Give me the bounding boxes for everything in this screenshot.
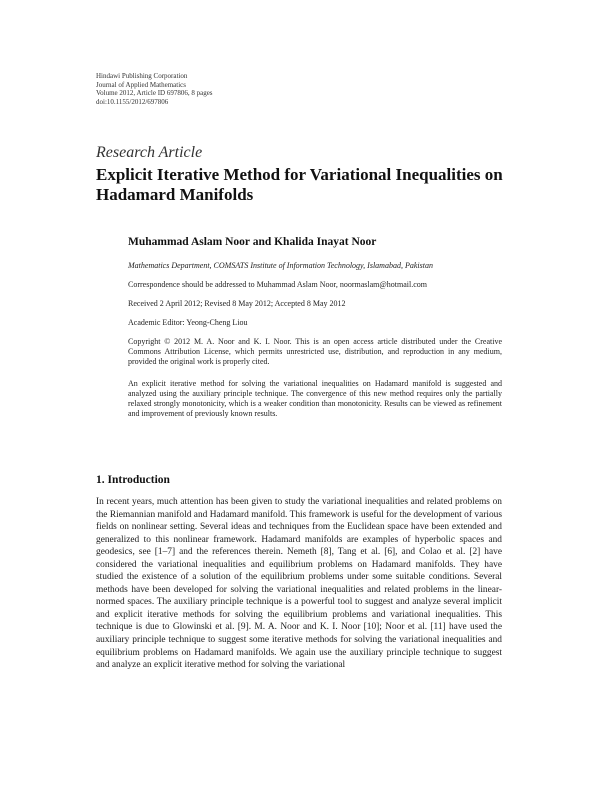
publisher-line: Hindawi Publishing Corporation (96, 72, 188, 80)
affiliation: Mathematics Department, COMSATS Institute of Information Technology, Islamabad, Pakistan (128, 261, 433, 270)
copyright-notice: Copyright © 2012 M. A. Noor and K. I. Noor. This is an open access article distributed under the Creative Commons Attribution License, which permits unrestricted use, distribution, and reproduction in any medium, provided the original work is properly cited. (128, 337, 502, 366)
dates: Received 2 April 2012; Revised 8 May 2012; Accepted 8 May 2012 (128, 299, 346, 308)
journal-line: Journal of Applied Mathematics (96, 80, 187, 89)
academic-editor: Academic Editor: Yeong-Cheng Liou (128, 318, 248, 327)
section-heading: 1. Introduction (96, 474, 170, 486)
section-body: In recent years, much attention has been given to study the variational inequalities and related problems on the Riemannian manifold and Hadamard manifold. This framework is useful for the development of various fields on nonlinear setting. Several ideas and techniques from the Euclidean space have been extended and generalized to this nonlinear framework. Hadamard manifolds are examples of hyperbolic spaces and geodesics, see [1–7] and the references therein. Nemeth [8], Tang et al. [6], and Colao et al. [2] have considered the variational inequalities and equilibrium problems on Hadamard manifolds. They have studied the existence of a solution of the equilibrium problems under some suitable conditions. Several methods have been developed for solving the variational inequalities and related problems in the linear-normed spaces. The auxiliary principle technique is a powerful tool to suggest and analyze several implicit and explicit iterative methods for solving the equilibrium problems and variational inequalities. This technique is due to Glowinski et al. [9]. M. A. Noor and K. I. Noor [10]; Noor et al. [11] have used the auxiliary principle technique to suggest some iterative methods for solving the variational inequalities and equilibrium problems on Hadamard manifolds. We again use the auxiliary principle technique to suggest and analyze an explicit iterative method for solving the variational (96, 497, 502, 671)
volume-line: Volume 2012, Article ID 697806, 8 pages (96, 89, 213, 97)
article-type: Research Article (96, 144, 203, 161)
abstract: An explicit iterative method for solving the variational inequalities on Hadamard manifold is suggested and analyzed using the auxiliary principle technique. The convergence of this new method requires only the partially relaxed strongly monotonicity, which is a weaker condition than monotonicity. Results can be viewed as refinement and improvement of previously known results. (128, 379, 502, 418)
doi-line: doi:10.1155/2012/697806 (96, 97, 169, 106)
journal-header (96, 72, 213, 106)
authors: Muhammad Aslam Noor and Khalida Inayat Noor (128, 236, 377, 248)
paper-title: Explicit Iterative Method for Variational Inequalities on Hadamard Manifolds (96, 165, 503, 204)
correspondence: Correspondence should be addressed to Muhammad Aslam Noor, noormaslam@hotmail.com (128, 280, 427, 289)
